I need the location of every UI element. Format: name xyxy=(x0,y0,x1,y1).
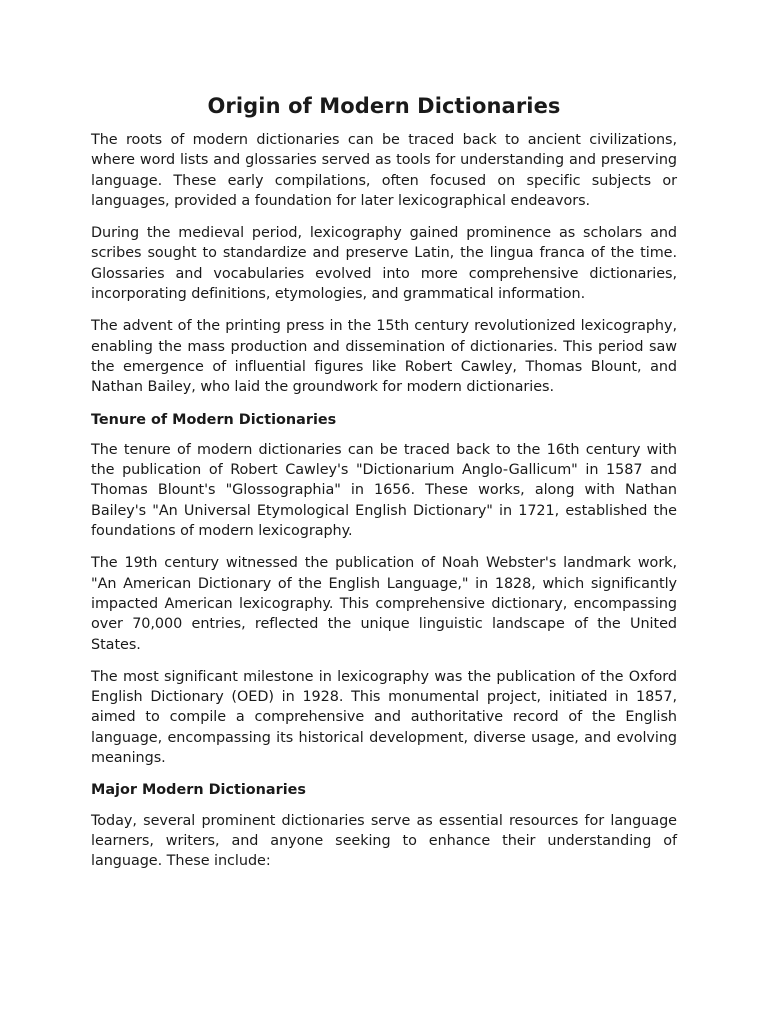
intro-paragraph-3: The advent of the printing press in the 15th century revolutionized lexicography, enabling the mass production and dissemination of dictionaries. This period saw the emergence of influential figures like Robert Cawley, Thomas Blount, and Nathan Bailey, who laid the groundwork for modern dictionaries. xyxy=(91,318,677,396)
page-title: Origin of Modern Dictionaries xyxy=(207,94,561,118)
tenure-heading: Tenure of Modern Dictionaries xyxy=(91,411,337,428)
tenure-paragraph-2: The 19th century witnessed the publication of Noah Webster's landmark work, "An American Dictionary of the English Language," in 1828, which significantly impacted American lexicography. This comprehensive dictionary, encompassing over 70,000 entries, reflected the unique linguistic landscape of the United States. xyxy=(91,555,677,653)
major-paragraph-1: Today, several prominent dictionaries serve as essential resources for language learners, writers, and anyone seeking to enhance their understanding of language. These include: xyxy=(91,812,677,870)
tenure-paragraph-3: The most significant milestone in lexicography was the publication of the Oxford English Dictionary (OED) in 1928. This monumental project, initiated in 1857, aimed to compile a comprehensive and authoritative record of the English language, encompassing its historical development, diverse usage, and evolving meanings. xyxy=(91,668,677,767)
intro-paragraph-2: During the medieval period, lexicography gained prominence as scholars and scribes sought to standardize and preserve Latin, the lingua franca of the time. Glossaries and vocabularies evolved into more comprehensive dictionaries, incorporating definitions, etymologies, and grammatical information. xyxy=(91,225,677,303)
major-dictionaries-heading: Major Modern Dictionaries xyxy=(91,782,306,799)
tenure-paragraph-1: The tenure of modern dictionaries can be traced back to the 16th century with the publication of Robert Cawley's "Dictionarium Anglo-Gallicum" in 1587 and Thomas Blount's "Glossographia" in 1656. These works, along with Nathan Bailey's "An Universal Etymological English Dictionary" in 1721, established the foundations of modern lexicography. xyxy=(91,441,677,540)
intro-paragraph-1: The roots of modern dictionaries can be traced back to ancient civilizations, where word lists and glossaries served as tools for understanding and preserving language. These early compilations, often focused on specific subjects or languages, provided a foundation for later lexicographical endeavors. xyxy=(91,132,677,209)
